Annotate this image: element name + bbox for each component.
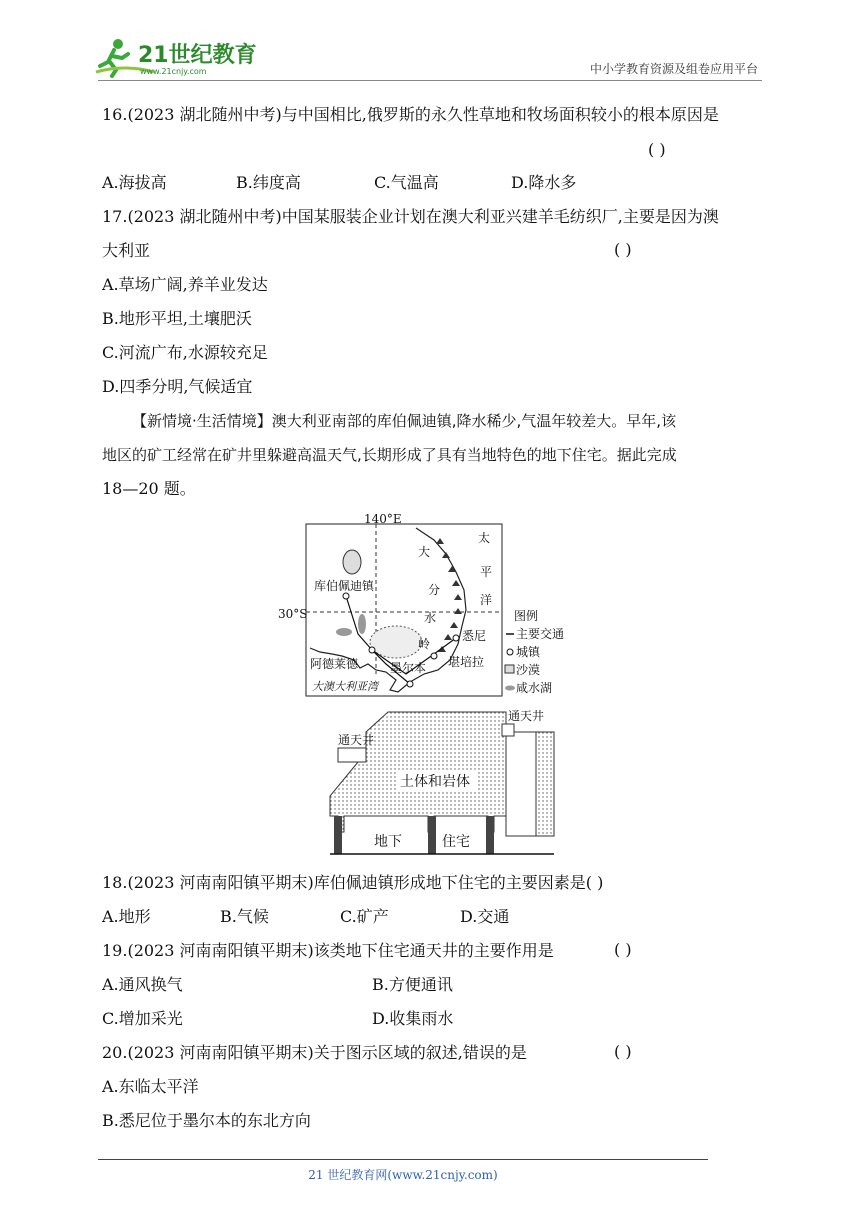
footer-link[interactable]: 21 世纪教育网(www.21cnjy.com)	[308, 1168, 498, 1182]
legend-title: 图例	[514, 609, 539, 623]
label-rock: 土体和岩体	[400, 774, 470, 790]
right-shaft-area	[506, 732, 536, 836]
map-lat-label: 30°S	[278, 607, 308, 621]
q20-option-b[interactable]: B.悉尼位于墨尔本的东北方向	[102, 1111, 311, 1130]
coober-pedy-dot	[343, 593, 349, 599]
underground-house-diagram	[330, 709, 554, 856]
q18-option-d[interactable]: D.交通	[460, 907, 510, 926]
platform-name: 中小学教育资源及组卷应用平台	[589, 62, 758, 76]
legend-town: 城镇	[516, 645, 541, 659]
ocean-char-3: 洋	[480, 593, 493, 607]
q18-stem: 18.(2023 河南南阳镇平期末)库伯佩迪镇形成地下住宅的主要因素是( )	[102, 873, 604, 892]
pillar-2	[428, 816, 436, 854]
label-adelaide: 阿德莱德	[310, 657, 359, 671]
q17-stem-line2: 大利亚	[102, 241, 151, 260]
logo-text: 21世纪教育	[138, 43, 257, 68]
ocean-char-1: 太	[478, 531, 491, 545]
context-line3: 18—20 题。	[102, 479, 196, 498]
range-char-4: 岭	[418, 637, 431, 651]
melbourne-dot	[407, 681, 413, 687]
australia-map	[278, 512, 582, 698]
q19-option-c[interactable]: C.增加采光	[102, 1009, 183, 1028]
q18-option-b[interactable]: B.气候	[220, 907, 269, 926]
pillar-3	[486, 816, 494, 854]
sydney-dot	[453, 635, 459, 641]
canberra-dot	[431, 653, 437, 659]
range-char-1: 大	[418, 545, 431, 559]
q18-option-a[interactable]: A.地形	[102, 907, 151, 926]
map-legend	[505, 608, 564, 695]
label-coober-pedy: 库伯佩迪镇	[314, 579, 375, 593]
left-shaft-cap	[338, 748, 366, 762]
q17-option-a[interactable]: A.草场广阔,养羊业发达	[102, 275, 268, 294]
adelaide-dot	[369, 647, 375, 653]
q19-stem: 19.(2023 河南南阳镇平期末)该类地下住宅通天井的主要作用是	[102, 941, 554, 960]
q17-answer-paren[interactable]: ( )	[614, 240, 632, 259]
q17-option-b[interactable]: B.地形平坦,土壤肥沃	[102, 309, 252, 328]
label-canberra: 堪培拉	[448, 655, 485, 669]
q16-stem: 16.(2023 湖北随州中考)与中国相比,俄罗斯的永久性草地和牧场面积较小的根本原因是	[102, 105, 719, 124]
label-shaft-left: 通天井	[338, 733, 375, 747]
legend-desert: 沙漠	[516, 663, 541, 677]
q17-option-d[interactable]: D.四季分明,气候适宜	[102, 377, 253, 396]
legend-salt-lake: 咸水湖	[516, 681, 553, 695]
range-char-3: 水	[424, 611, 437, 625]
q16-answer-paren[interactable]: ( )	[648, 140, 666, 159]
q20-option-a[interactable]: A.东临太平洋	[102, 1077, 199, 1096]
salt-lakes	[336, 614, 366, 636]
q19-option-b[interactable]: B.方便通讯	[372, 975, 453, 994]
label-residence: 住宅	[442, 834, 470, 850]
q20-stem: 20.(2023 河南南阳镇平期末)关于图示区域的叙述,错误的是	[102, 1043, 527, 1062]
q17-option-c[interactable]: C.河流广布,水源较充足	[102, 343, 268, 362]
desert-areas	[343, 550, 422, 658]
pillar-1	[334, 816, 342, 854]
header-divider	[98, 80, 762, 81]
right-rock	[536, 732, 554, 836]
footer-divider	[98, 1159, 708, 1160]
q16-option-c[interactable]: C.气温高	[374, 173, 439, 192]
q19-option-a[interactable]: A.通风换气	[102, 975, 183, 994]
ocean-char-2: 平	[480, 565, 493, 579]
label-underground: 地下	[374, 834, 402, 850]
label-great-australian-bight: 大澳大利亚湾	[312, 680, 378, 693]
site-logo[interactable]	[94, 36, 264, 78]
context-line2: 地区的矿工经常在矿井里躲避高温天气,长期形成了具有当地特色的地下住宅。据此完成	[102, 446, 677, 464]
q17-stem-line1: 17.(2023 湖北随州中考)中国某服装企业计划在澳大利亚兴建羊毛纺织厂,主要是因为澳	[102, 207, 719, 226]
label-sydney: 悉尼	[462, 629, 487, 643]
label-shaft-right: 通天井	[508, 709, 545, 723]
right-shaft-cap	[502, 724, 514, 736]
q18-option-c[interactable]: C.矿产	[340, 907, 389, 926]
q16-option-a[interactable]: A.海拔高	[102, 173, 167, 192]
logo-url: www.21cnjy.com	[140, 67, 207, 76]
q20-answer-paren[interactable]: ( )	[614, 1042, 632, 1061]
context-line1: 【新情境·生活情境】澳大利亚南部的库伯佩迪镇,降水稀少,气温年较差大。早年,该	[132, 412, 677, 430]
q19-answer-paren[interactable]: ( )	[614, 940, 632, 959]
q19-option-d[interactable]: D.收集雨水	[372, 1009, 454, 1028]
q16-option-d[interactable]: D.降水多	[511, 173, 577, 192]
range-char-2: 分	[428, 583, 441, 597]
label-melbourne: 墨尔本	[390, 661, 427, 675]
legend-transport: 主要交通	[516, 627, 565, 641]
q16-option-b[interactable]: B.纬度高	[236, 173, 301, 192]
map-lon-label: 140°E	[364, 512, 402, 526]
